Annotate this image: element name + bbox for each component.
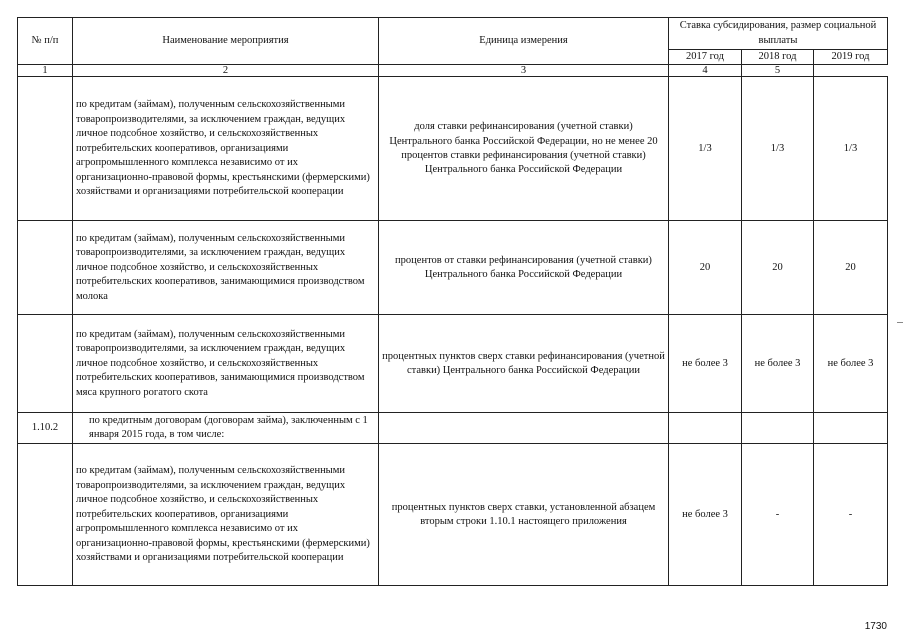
table-row [18, 221, 888, 315]
page-number: 1730 [864, 621, 887, 632]
row-unit: процентных пунктов сверх ставки, установленной абзацем вторым строки 1.10.1 настоящего приложения [379, 444, 669, 586]
row-index [18, 77, 73, 221]
row-value-2017 [669, 413, 742, 444]
column-number-5: 5 [742, 65, 814, 77]
header-year-2017: 2017 год [669, 50, 742, 65]
row-value-2018: 20 [742, 221, 814, 315]
row-value-2019 [814, 413, 888, 444]
row-unit [379, 413, 669, 444]
header-unit: Единица измерения [379, 18, 669, 65]
row-value-2017: 1/3 [669, 77, 742, 221]
row-value-2018: не более 3 [742, 315, 814, 413]
row-unit: процентов от ставки рефинансирования (учетной ставки) Центрального банка Российской Федерации [379, 221, 669, 315]
column-number-1: 1 [18, 65, 73, 77]
column-number-2: 2 [73, 65, 379, 77]
row-value-2017: 20 [669, 221, 742, 315]
row-value-2019: не более 3 [814, 315, 888, 413]
row-value-2017: не более 3 [669, 315, 742, 413]
row-index [18, 444, 73, 586]
header-year-2018: 2018 год [742, 50, 814, 65]
row-value-2019: 20 [814, 221, 888, 315]
column-number-3: 3 [379, 65, 669, 77]
row-unit: процентных пунктов сверх ставки рефинансирования (учетной ставки) Центрального банка Российской Федерации [379, 315, 669, 413]
row-activity-name: по кредитным договорам (договорам займа), заключенным с 1 января 2015 года, в том числе: [73, 413, 379, 444]
table-row [18, 315, 888, 413]
row-activity-name: по кредитам (займам), полученным сельскохозяйственными товаропроизводителями, за исключением граждан, ведущих личное подсобное хозяйство, и сельскохозяйственных потребительских кооперативов, занимающимися производством молока [73, 221, 379, 315]
table-row [18, 444, 888, 586]
row-unit: доля ставки рефинансирования (учетной ставки) Центрального банка Российской Федерации, но не менее 20 процентов ставки рефинансирования (учетной ставки) Центрального банка Российской Федерации [379, 77, 669, 221]
subsidy-rates-table [17, 17, 888, 586]
row-value-2019: - [814, 444, 888, 586]
row-value-2017: не более 3 [669, 444, 742, 586]
row-index [18, 315, 73, 413]
row-activity-name: по кредитам (займам), полученным сельскохозяйственными товаропроизводителями, за исключением граждан, ведущих личное подсобное хозяйство, и сельскохозяйственных потребительских кооперативов, организациями агропромышленного комплекса независимо от их организационно-правовой формы, крестьянскими (фермерскими) хозяйствами и организациями потребительской кооперации [73, 77, 379, 221]
row-value-2018: 1/3 [742, 77, 814, 221]
header-rate: Ставка субсидирования, размер социальной выплаты [669, 18, 888, 50]
row-index: 1.10.2 [18, 413, 73, 444]
column-number-4: 4 [669, 65, 742, 77]
header-number: № п/п [18, 18, 73, 65]
table-row [18, 413, 888, 444]
row-value-2018 [742, 413, 814, 444]
row-activity-name: по кредитам (займам), полученным сельскохозяйственными товаропроизводителями, за исключением граждан, ведущих личное подсобное хозяйство, и сельскохозяйственных потребительских кооперативов, организациями агропромышленного комплекса независимо от их организационно-правовой формы, крестьянскими (фермерскими) хозяйствами и организациями потребительской кооперации [73, 444, 379, 586]
row-value-2019: 1/3 [814, 77, 888, 221]
row-value-2018: - [742, 444, 814, 586]
header-year-2019: 2019 год [814, 50, 888, 65]
scan-artifact [897, 322, 903, 323]
row-activity-name: по кредитам (займам), полученным сельскохозяйственными товаропроизводителями, за исключением граждан, ведущих личное подсобное хозяйство, и сельскохозяйственных потребительских кооперативов, занимающимися производством мяса крупного рогатого скота [73, 315, 379, 413]
header-activity-name: Наименование мероприятия [73, 18, 379, 65]
row-index [18, 221, 73, 315]
table-row [18, 77, 888, 221]
